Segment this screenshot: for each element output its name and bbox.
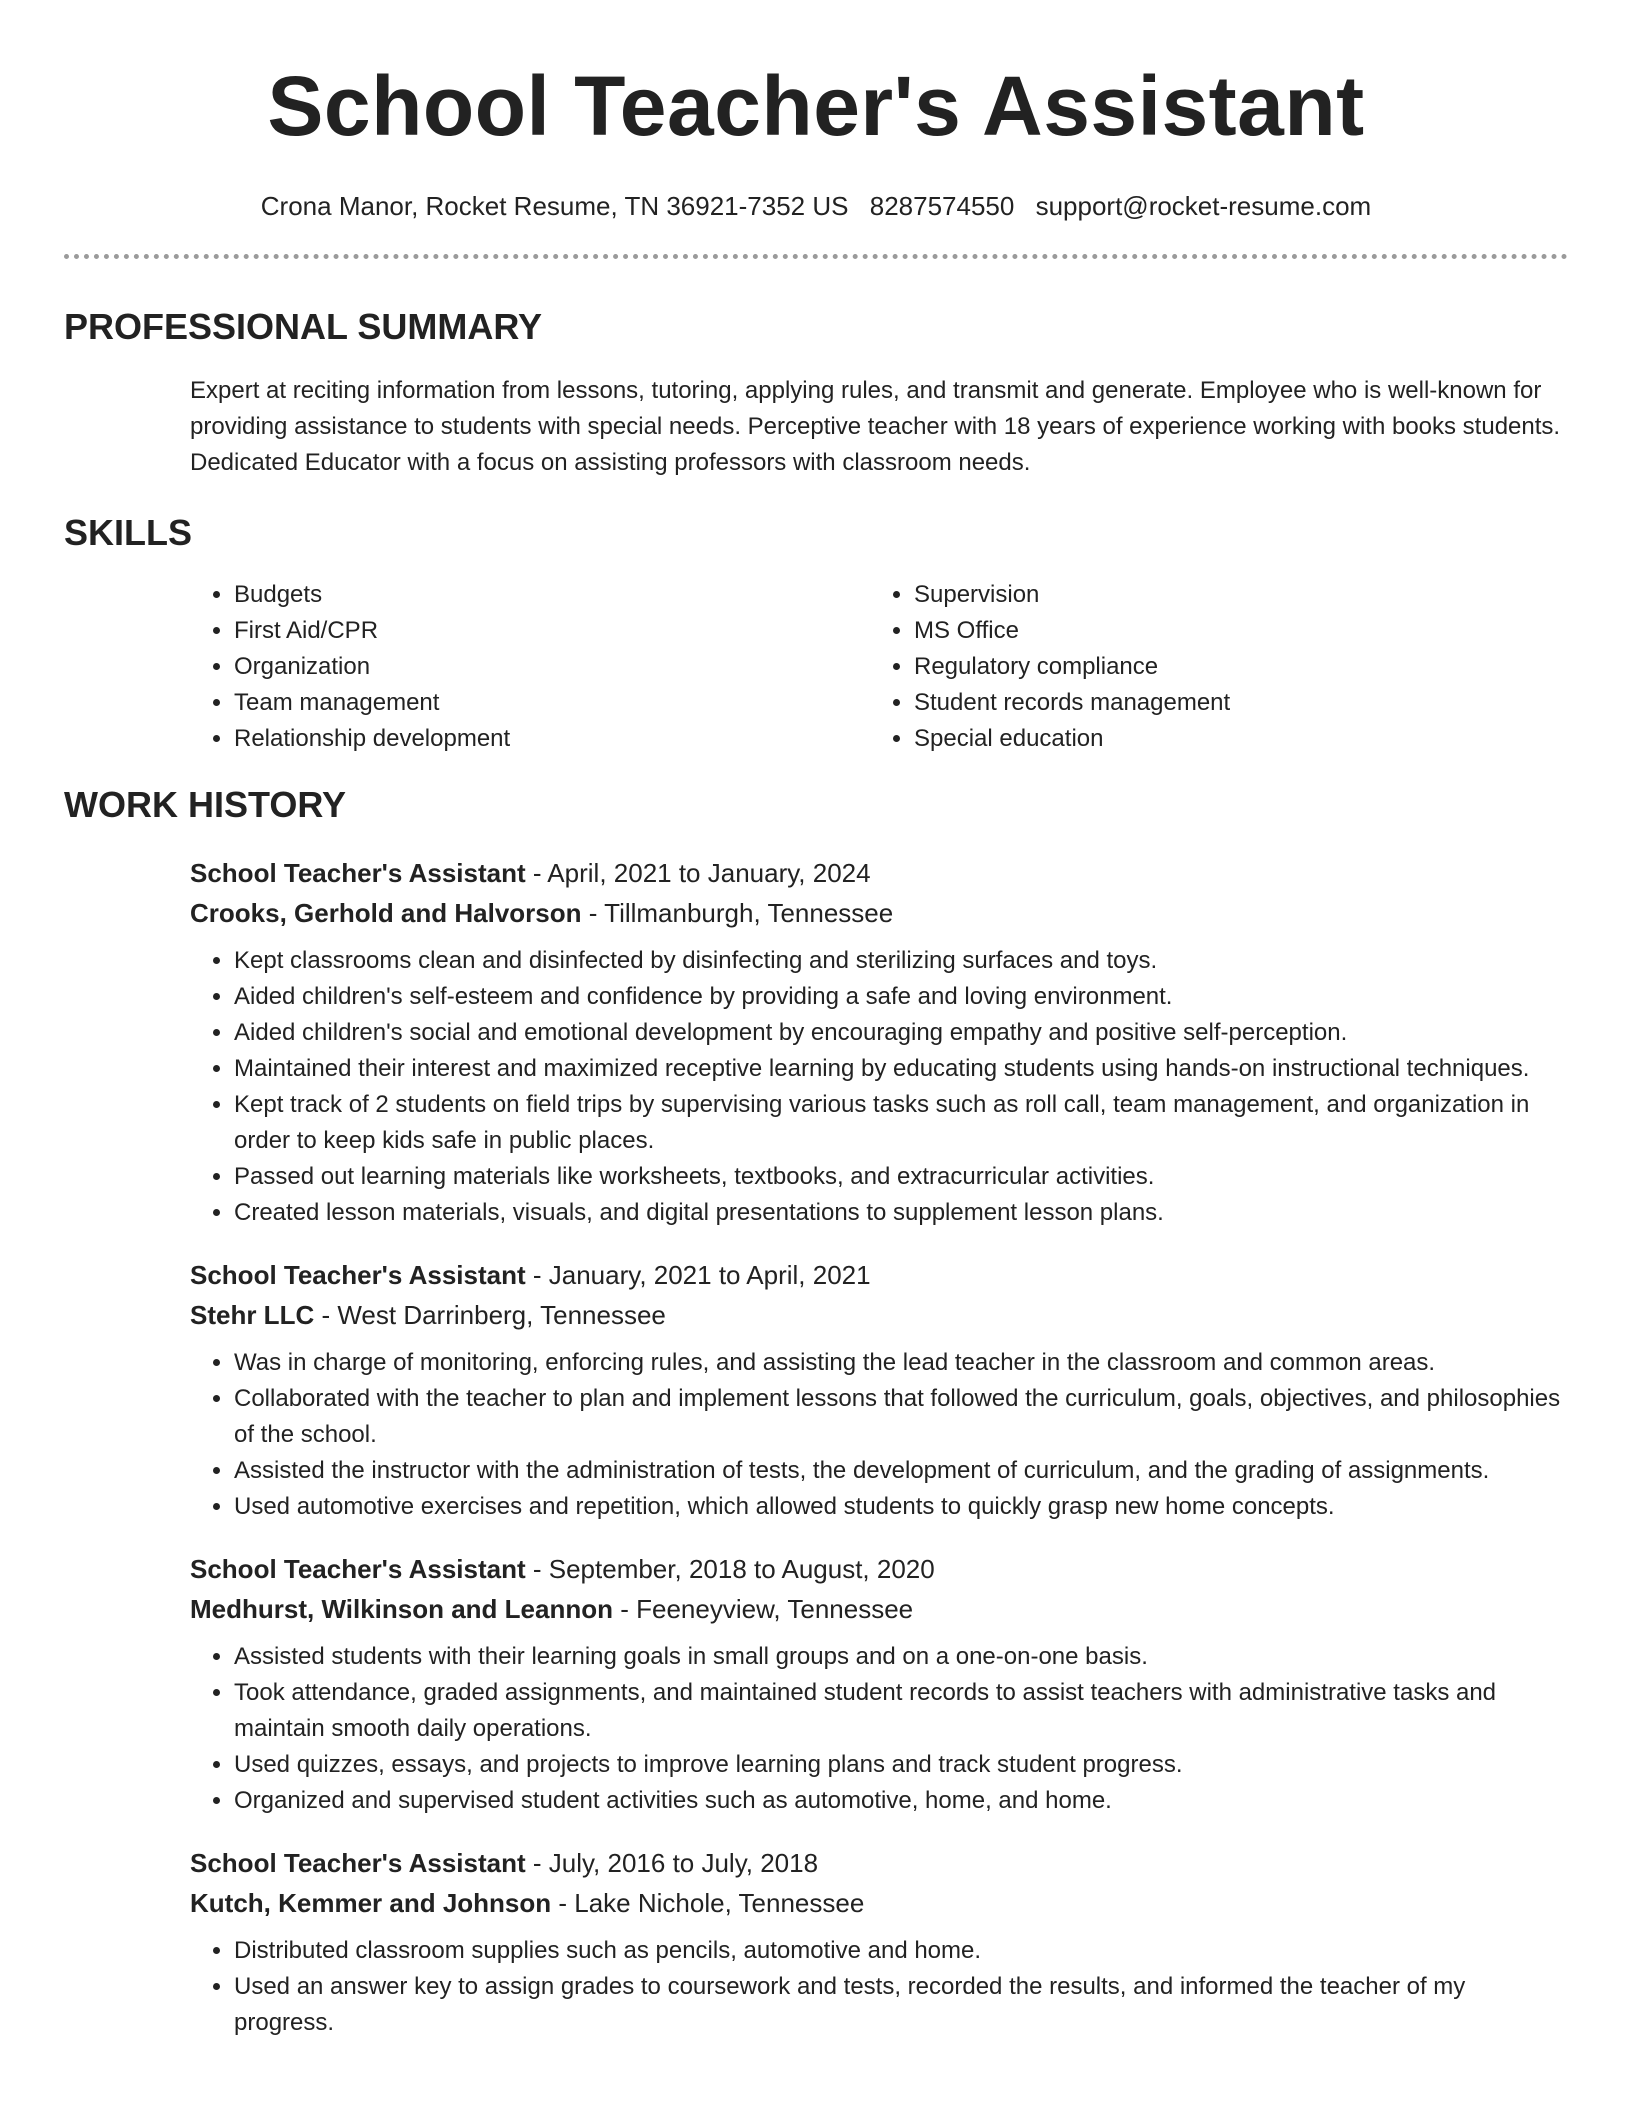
job-bullet: • Was in charge of monitoring, enforcing rules, and assisting the lead teacher in the classroom and common areas. [234,1345,1568,1381]
job-entry [190,1549,1568,1819]
skill-item: • Special education [914,721,1230,757]
skill-item: • Relationship development [234,721,870,757]
job-title-line [190,1255,1568,1295]
summary-text: Expert at reciting information from lessons, tutoring, applying rules, and transmit and generate. Employee who is well-known for providing assistance to students with special needs. Perceptive teacher with 18 years of experience working with books students. Dedicated Educator with a focus on assisting professors with classroom needs. [190,377,1561,476]
job-company-line [190,1295,1568,1335]
job-company-line [190,1883,1568,1923]
resume-page [64,0,1568,2041]
job-location: - Feeneyview, Tennessee [613,1594,914,1624]
contact-email: support@rocket-resume.com [1035,191,1372,221]
job-bullet: • Took attendance, graded assignments, and maintained student records to assist teachers with administrative tasks and maintain smooth daily operations. [234,1675,1568,1747]
job-title-line [190,1549,1568,1589]
contact-phone: 8287574550 [869,191,1015,221]
job-bullet: • Collaborated with the teacher to plan and implement lessons that followed the curriculum, goals, objectives, and philosophies of the school. [234,1381,1568,1453]
job-bullet: • Used an answer key to assign grades to coursework and tests, recorded the results, and informed the teacher of my progress. [234,1969,1568,2041]
skill-item: • Organization [234,649,870,685]
job-bullet: • Maintained their interest and maximized receptive learning by educating students using hands-on instructional techniques. [234,1051,1568,1087]
job-bullet: • Used quizzes, essays, and projects to improve learning plans and track student progress. [234,1747,1568,1783]
job-dates: - July, 2016 to July, 2018 [525,1848,819,1878]
contact-line [64,190,1568,222]
summary-heading: PROFESSIONAL SUMMARY [64,306,543,347]
skill-item: • MS Office [914,613,1230,649]
skill-item: • Team management [234,685,870,721]
job-company: Kutch, Kemmer and Johnson [190,1888,552,1918]
job-bullet: • Created lesson materials, visuals, and digital presentations to supplement lesson plans. [234,1195,1568,1231]
job-company: Medhurst, Wilkinson and Leannon [190,1594,613,1624]
job-company: Crooks, Gerhold and Halvorson [190,898,582,928]
job-title-line [190,853,1568,893]
skill-item: • Student records management [914,685,1230,721]
job-entry [190,1255,1568,1525]
job-title-line [190,1843,1568,1883]
skills-column-left [190,577,870,757]
skills-list [190,577,1568,757]
job-entry [190,1843,1568,2041]
job-company-line [190,893,1568,933]
job-bullet: • Passed out learning materials like worksheets, textbooks, and extracurricular activities. [234,1159,1568,1195]
job-dates: - April, 2021 to January, 2024 [525,858,871,888]
contact-address: Crona Manor, Rocket Resume, TN 36921-7352 US [260,191,849,221]
job-location: - Tillmanburgh, Tennessee [581,898,894,928]
job-bullet: • Aided children's social and emotional development by encouraging empathy and positive self-perception. [234,1015,1568,1051]
skills-column-right [870,577,1230,757]
job-bullet: • Distributed classroom supplies such as pencils, automotive and home. [234,1933,1568,1969]
job-bullet: • Assisted students with their learning goals in small groups and on a one-on-one basis. [234,1639,1568,1675]
skill-item: • Regulatory compliance [914,649,1230,685]
job-bullet: • Assisted the instructor with the administration of tests, the development of curriculum, and the grading of assignments. [234,1453,1568,1489]
job-bullet: • Organized and supervised student activities such as automotive, home, and home. [234,1783,1568,1819]
job-bullets [190,1345,1568,1525]
job-bullet: • Kept classrooms clean and disinfected by disinfecting and sterilizing surfaces and toys. [234,943,1568,979]
work-history-heading: WORK HISTORY [64,784,347,825]
job-dates: - September, 2018 to August, 2020 [525,1554,935,1584]
job-bullet: • Used automotive exercises and repetition, which allowed students to quickly grasp new home concepts. [234,1489,1568,1525]
job-entry [190,853,1568,1231]
job-bullet: • Kept track of 2 students on field trips by supervising various tasks such as roll call, team management, and organization in order to keep kids safe in public places. [234,1087,1568,1159]
job-bullets [190,943,1568,1231]
skills-heading: SKILLS [64,512,193,553]
job-company: Stehr LLC [190,1300,315,1330]
job-bullet: • Aided children's self-esteem and confidence by providing a safe and loving environment. [234,979,1568,1015]
skill-item: • Budgets [234,577,870,613]
job-bullets [190,1639,1568,1819]
resume-name: School Teacher's Assistant [267,59,1365,153]
job-role: School Teacher's Assistant [190,1260,526,1290]
skill-item: • Supervision [914,577,1230,613]
work-history-list [190,853,1568,2041]
header-divider [64,254,1568,259]
job-company-line [190,1589,1568,1629]
job-role: School Teacher's Assistant [190,1848,526,1878]
skill-item: • First Aid/CPR [234,613,870,649]
job-role: School Teacher's Assistant [190,1554,526,1584]
job-location: - West Darrinberg, Tennessee [314,1300,666,1330]
job-dates: - January, 2021 to April, 2021 [525,1260,871,1290]
job-location: - Lake Nichole, Tennessee [551,1888,865,1918]
job-role: School Teacher's Assistant [190,858,526,888]
job-bullets [190,1933,1568,2041]
